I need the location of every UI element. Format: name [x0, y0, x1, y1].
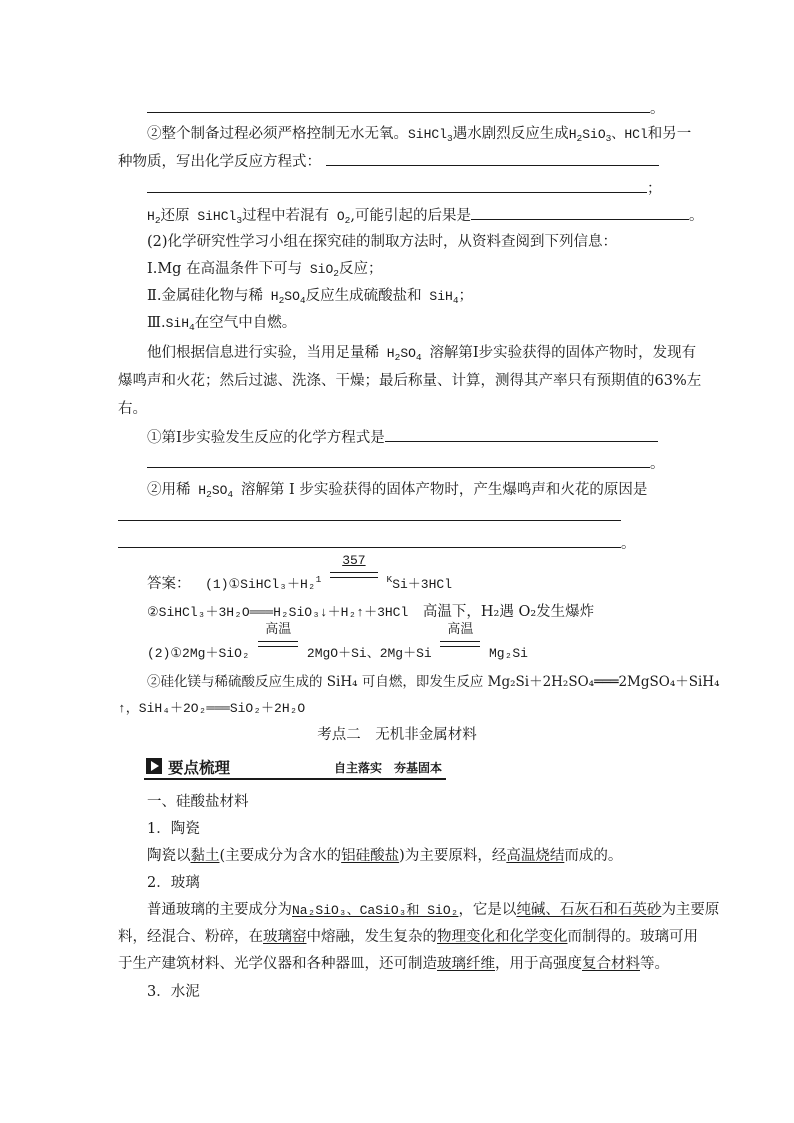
answer-blank — [147, 178, 647, 193]
answer-line-5: ↑，SiH₄＋2O₂═══SiO₂＋2H₂O — [118, 701, 306, 716]
key-points-subtitle: 自主落实 夯基固本 — [333, 761, 442, 775]
sub-question-2: ②用稀 $H_2SO_4$ 溶解第 Ⅰ 步实验获得的固体产物时，产生爆鸣声和火花的原因是 — [147, 482, 648, 500]
play-icon — [146, 758, 162, 774]
answer-line-2: ②SiHCl₃＋3H₂O═══H₂SiO₃↓＋H₂↑＋3HCl 高温下，H₂遇 O₂发生爆炸 — [147, 604, 595, 620]
answer-line-1: 答案： (1)①SiHCl₃＋H₂$^1$ 357 $^K$Si＋3HCl — [147, 553, 453, 592]
answer-line-4: ②硅化镁与稀硫酸反应生成的 SiH₄ 可自燃，即发生反应 Mg₂Si＋2H₂SO₄═══2MgSO₄＋SiH₄ — [147, 674, 720, 690]
answer-label: 答案： — [147, 576, 191, 592]
blank-line-2: ； — [147, 178, 662, 199]
key-points-bar — [144, 756, 446, 780]
answer-blank — [471, 205, 689, 220]
heading-silicate: 一、硅酸盐材料 — [147, 794, 249, 810]
experiment-text-3: 右。 — [118, 401, 147, 417]
reaction-condition: 高温 — [440, 637, 480, 657]
reaction-condition: 高温 — [258, 637, 298, 657]
blank-line-4 — [118, 506, 621, 527]
answer-blank — [118, 533, 621, 548]
sub-question-1: ①第Ⅰ步实验发生反应的化学方程式是 — [147, 427, 658, 448]
info-1: Ⅰ.Mg 在高温条件下可与 SiO$_2$反应； — [147, 261, 383, 279]
glass-text-2: 料，经混合、粉碎，在玻璃窑中熔融，发生复杂的物理变化和化学变化而制得的。玻璃可用 — [118, 929, 698, 945]
subheading-cement: 3．水泥 — [147, 984, 200, 1000]
question-item-2-cont: 种物质，写出化学反应方程式： — [118, 151, 659, 172]
blank-line-5: 。 — [118, 533, 636, 554]
answer-line-3: (2)①2Mg＋SiO₂ 高温 2MgO＋Si、2Mg＋Si 高温 Mg₂Si — [147, 622, 528, 661]
answer-blank — [326, 151, 659, 166]
experiment-text-1: 他们根据信息进行实验，当用足量稀 $H_2SO_4$ 溶解第Ⅰ步实验获得的固体产物时，发现有 — [147, 345, 697, 363]
subheading-ceramics: 1．陶瓷 — [147, 821, 200, 837]
info-2: Ⅱ.金属硅化物与稀 $H_2SO_4$反应生成硫酸盐和 SiH$_4$； — [147, 288, 474, 306]
glass-text-3: 于生产建筑材料、光学仪器和各种器皿，还可制造玻璃纤维，用于高强度复合材料等。 — [118, 956, 669, 972]
ceramics-text: 陶瓷以黏土(主要成分为含水的铝硅酸盐)为主要原料，经高温烧结而成的。 — [147, 848, 623, 864]
glass-text-1: 普通玻璃的主要成分为Na₂SiO₃、CaSiO₃和 SiO₂，它是以纯碱、石灰石和石英砂为主要原 — [147, 902, 720, 918]
key-points-title: 要点梳理 — [168, 759, 231, 777]
question-item-2: ②整个制备过程必须严格控制无水无氧。SiHCl$_3$遇水剧烈反应生成$H_2SiO_3$、HCl和另一 — [147, 126, 692, 144]
subheading-glass: 2．玻璃 — [147, 875, 200, 891]
info-3: Ⅲ.SiH$_4$在空气中自燃。 — [147, 315, 297, 333]
section-title: 考点二 无机非金属材料 — [317, 727, 477, 743]
answer-blank — [385, 427, 658, 442]
answer-blank — [147, 453, 650, 468]
answer-blank — [118, 506, 621, 521]
reaction-condition: 357 — [330, 568, 378, 588]
blank-line-1: 。 — [147, 98, 665, 119]
question-2-intro: (2)化学研究性学习小组在探究硅的制取方法时，从资料查阅到下列信息： — [147, 234, 618, 250]
experiment-text-2: 爆鸣声和火花；然后过滤、洗涤、干燥；最后称量、计算，测得其产率只有预期值的63%左 — [118, 373, 702, 389]
answer-blank — [147, 98, 650, 113]
question-h2-risk: $H_2$还原 SiHCl$_3$过程中若混有 $O_2$,可能引起的后果是 。 — [147, 205, 703, 231]
blank-line-3: 。 — [147, 453, 665, 474]
